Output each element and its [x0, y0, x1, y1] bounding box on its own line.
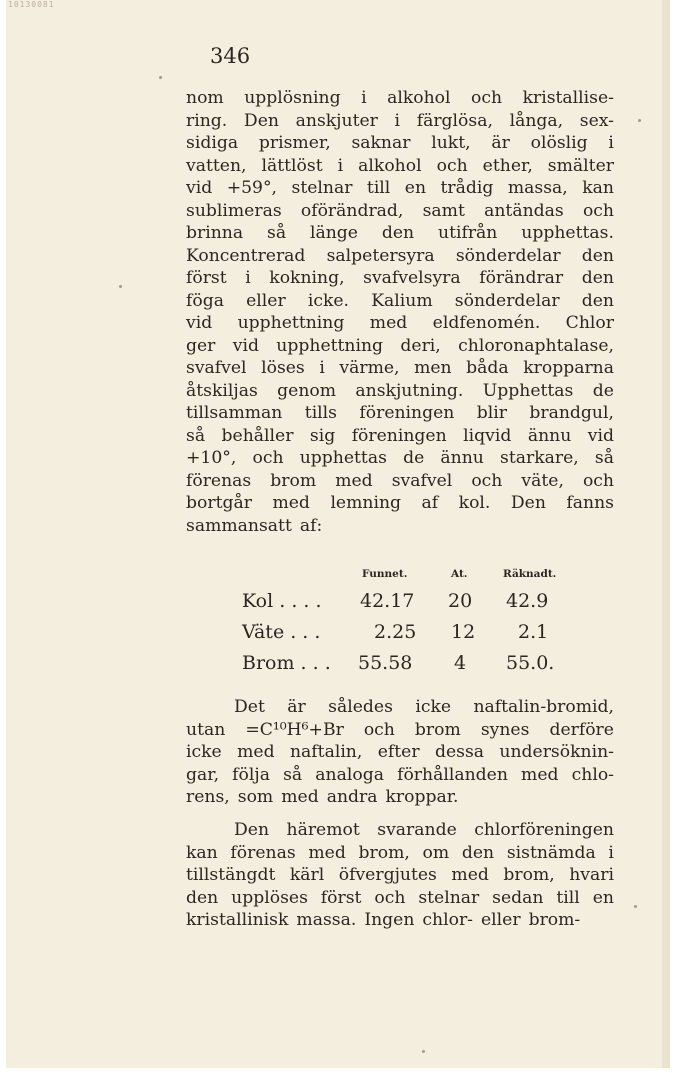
- word: och: [582, 200, 614, 221]
- word: olöslig: [530, 133, 588, 153]
- word: brom: [270, 470, 317, 491]
- word: Den: [243, 110, 279, 131]
- word: oförändrad,: [300, 200, 404, 221]
- table-row-element: Brom . . .: [242, 652, 331, 674]
- table-cell-found: 42.17: [360, 590, 415, 612]
- word: sammansatt: [186, 515, 292, 536]
- word: och: [363, 719, 395, 740]
- word: eller: [246, 290, 286, 311]
- word: efter: [377, 742, 420, 762]
- word: anskjuter: [295, 110, 378, 131]
- word: föreningen: [359, 403, 455, 423]
- text-line: [186, 865, 614, 885]
- word: häremot: [286, 820, 360, 840]
- word: de: [592, 380, 614, 401]
- word: med: [272, 493, 310, 513]
- word: Upphettas: [482, 380, 574, 401]
- word: analoga: [315, 764, 384, 785]
- word: starkare,: [500, 448, 579, 468]
- text-line: [234, 820, 614, 840]
- word: föga: [186, 290, 224, 311]
- word: tillsamman: [186, 403, 283, 423]
- word: öfvergjutes: [338, 865, 437, 885]
- word: stelnar: [418, 887, 480, 908]
- word: af: [421, 493, 439, 513]
- word: först: [320, 887, 362, 908]
- word: sönderdelar: [454, 290, 560, 311]
- book-page: [6, 0, 670, 1068]
- text-line: [186, 336, 614, 356]
- word: dessa: [434, 742, 485, 762]
- word: kan: [582, 178, 614, 198]
- text-line: [186, 720, 614, 740]
- table-row-element: Väte . . .: [242, 621, 321, 643]
- word: med: [335, 470, 373, 491]
- word: kropparna: [523, 358, 614, 378]
- text-line: [186, 268, 614, 288]
- word: svafvel: [391, 470, 453, 491]
- word: sig: [309, 425, 336, 446]
- word: samt: [422, 200, 465, 221]
- word: med: [281, 787, 319, 807]
- word: och: [582, 470, 614, 491]
- text-line: [186, 223, 614, 243]
- word: upphettning: [237, 313, 345, 333]
- word: kristallinisk: [186, 910, 289, 930]
- word: båda: [466, 358, 509, 378]
- word: svafvel: [186, 358, 247, 378]
- paper-speck: [119, 285, 122, 288]
- word: vatten,: [186, 155, 247, 176]
- word: och: [471, 470, 503, 491]
- word: kroppar.: [385, 787, 459, 807]
- word: sidiga: [186, 133, 239, 153]
- word: lättlöst: [261, 155, 323, 176]
- text-line: [186, 291, 614, 311]
- word: naftalin-bromid,: [473, 697, 614, 717]
- text-line: [186, 426, 614, 446]
- word: Det: [234, 697, 265, 717]
- table-cell-atoms: 4: [454, 652, 467, 674]
- word: eller: [481, 910, 521, 930]
- word: upphettas.: [521, 223, 614, 243]
- word: är: [491, 133, 510, 153]
- word: och: [252, 448, 284, 468]
- word: länge: [309, 223, 358, 243]
- word: anskjutning.: [355, 380, 464, 401]
- text-line: [186, 742, 614, 762]
- word: sistnämda: [506, 842, 596, 863]
- word: Chlor: [565, 313, 614, 333]
- word: chlorföreningen: [474, 820, 614, 840]
- word: tills: [304, 403, 337, 423]
- word: i: [608, 133, 614, 153]
- word: således: [328, 697, 393, 717]
- text-line: [186, 133, 614, 153]
- word: derföre: [549, 719, 614, 740]
- word: om: [422, 842, 450, 863]
- paper-speck: [422, 1050, 425, 1053]
- word: brandgul,: [529, 403, 614, 423]
- word: tillstängdt: [186, 865, 276, 885]
- word: kokning,: [269, 268, 345, 288]
- word: den: [381, 223, 415, 243]
- word: långa,: [509, 110, 564, 131]
- table-cell-calculated: 42.9: [506, 590, 549, 612]
- text-line: [186, 843, 614, 863]
- paper-speck: [638, 119, 641, 122]
- word: till: [366, 178, 391, 198]
- word: vid: [186, 313, 213, 333]
- word: ger: [186, 335, 216, 356]
- word: sex-: [579, 110, 614, 131]
- word: gar,: [186, 764, 220, 785]
- word: färglösa,: [416, 110, 493, 131]
- text-line: [186, 516, 614, 536]
- word: förhållanden: [397, 764, 508, 785]
- word: trådig: [440, 178, 494, 198]
- text-line: [186, 787, 614, 807]
- text-line: [186, 765, 614, 785]
- word: sublimeras: [186, 200, 282, 221]
- text-line: [186, 178, 614, 198]
- table-header-found: Funnet.: [362, 568, 408, 580]
- word: så: [186, 425, 206, 446]
- word: =C¹⁰H⁶+Br: [245, 719, 344, 740]
- text-line: [186, 888, 614, 908]
- word: saknar: [351, 133, 411, 153]
- text-line: [186, 403, 614, 423]
- word: är: [287, 697, 306, 717]
- table-cell-calculated: 2.1: [518, 621, 549, 643]
- word: i: [319, 358, 325, 378]
- table-header-atoms: At.: [451, 568, 468, 580]
- word: lukt,: [431, 133, 471, 153]
- word: den: [581, 245, 614, 266]
- page-number: 346: [210, 44, 251, 68]
- word: kol.: [458, 493, 491, 513]
- word: den: [581, 268, 614, 288]
- word: antändas: [484, 200, 564, 221]
- word: i: [245, 268, 251, 288]
- word: vid: [232, 335, 259, 356]
- word: förändrar: [479, 268, 564, 288]
- word: behåller: [221, 425, 294, 446]
- word: kan: [186, 842, 218, 863]
- table-cell-atoms: 20: [448, 590, 473, 612]
- word: så: [267, 223, 287, 243]
- word: undersöknin-: [499, 742, 614, 762]
- word: ring.: [186, 110, 228, 131]
- word: alkohol: [387, 88, 451, 108]
- table-cell-found: 55.58: [358, 652, 413, 674]
- word: en: [404, 178, 427, 198]
- word: men: [414, 358, 452, 378]
- word: Den: [234, 820, 270, 840]
- word: i: [361, 88, 367, 108]
- word: med: [308, 842, 346, 863]
- word: brom,: [503, 865, 555, 885]
- paper-speck: [159, 76, 162, 79]
- word: salpetersyra: [326, 245, 435, 266]
- text-line: [186, 246, 614, 266]
- word: i: [394, 110, 401, 131]
- word: med: [451, 865, 489, 885]
- word: fanns: [566, 493, 614, 513]
- word: brinna: [186, 223, 244, 243]
- word: den: [581, 290, 614, 311]
- word: genom: [277, 380, 337, 401]
- word: brom,: [358, 842, 410, 863]
- text-line: [186, 313, 614, 333]
- word: synes: [480, 719, 530, 740]
- word: väte,: [521, 470, 564, 491]
- word: smälter: [547, 155, 614, 176]
- word: af:: [299, 515, 323, 536]
- word: liqvid: [463, 425, 512, 446]
- word: upplösning: [244, 88, 341, 108]
- word: +59°,: [226, 178, 278, 198]
- word: och: [471, 88, 503, 108]
- word: med: [237, 742, 275, 762]
- word: de: [403, 448, 425, 468]
- word: svafvelsyra: [363, 268, 461, 288]
- word: och: [374, 887, 406, 908]
- text-line: [186, 88, 614, 108]
- word: ännu: [440, 448, 484, 468]
- table-row-element: Kol . . . .: [242, 590, 322, 612]
- word: lemning: [330, 493, 402, 513]
- word: åtskiljas: [186, 380, 258, 401]
- word: föreningen: [351, 425, 447, 446]
- word: chlor-: [422, 910, 473, 930]
- word: prismer,: [258, 133, 331, 153]
- word: Ingen: [364, 910, 415, 930]
- word: deri,: [400, 335, 441, 356]
- word: chlo-: [571, 764, 614, 785]
- word: så: [283, 764, 303, 785]
- word: sönderdelar: [455, 245, 561, 266]
- word: vid: [587, 425, 614, 446]
- word: förenas: [186, 470, 252, 491]
- word: upphettning: [276, 335, 384, 356]
- word: med: [369, 313, 408, 333]
- word: eldfenomén.: [432, 313, 541, 333]
- word: en: [592, 887, 614, 908]
- word: som: [237, 787, 274, 807]
- word: svarande: [377, 820, 457, 840]
- word: upplöses: [231, 887, 308, 908]
- word: med: [521, 764, 559, 785]
- word: utifrån: [438, 223, 498, 243]
- word: värme,: [339, 358, 400, 378]
- word: alkohol: [358, 155, 422, 176]
- word: löses: [261, 358, 305, 378]
- word: nom: [186, 88, 224, 108]
- word: andra: [326, 787, 378, 807]
- text-line: [186, 910, 614, 930]
- word: ännu: [527, 425, 572, 446]
- word: naftalin,: [289, 742, 363, 762]
- word: bortgår: [186, 493, 252, 513]
- text-line: [186, 493, 614, 513]
- word: Koncentrerad: [186, 245, 306, 266]
- word: följa: [232, 764, 270, 785]
- word: förenas: [230, 842, 296, 863]
- word: massa.: [296, 910, 357, 930]
- word: vid: [186, 178, 213, 198]
- text-line: [186, 471, 614, 491]
- word: +10°,: [186, 448, 237, 468]
- word: massa,: [507, 178, 568, 198]
- word: brom: [414, 719, 461, 740]
- word: chloronaphtalase,: [458, 335, 614, 356]
- word: Den: [510, 493, 546, 513]
- word: den: [186, 887, 219, 908]
- word: i: [337, 155, 344, 176]
- word: så: [594, 448, 614, 468]
- word: kristallise-: [522, 88, 614, 108]
- word: den: [461, 842, 495, 863]
- table-cell-calculated: 55.0.: [506, 652, 555, 674]
- word: sedan: [492, 887, 544, 908]
- table-header-calculated: Räknadt.: [503, 568, 557, 580]
- word: stelnar: [291, 178, 353, 198]
- word: först: [186, 268, 227, 288]
- word: i: [608, 842, 614, 863]
- text-line: [186, 358, 614, 378]
- scan-edge: [662, 0, 670, 1068]
- word: utan: [186, 719, 226, 740]
- word: brom-: [528, 910, 581, 930]
- word: till: [556, 887, 580, 908]
- word: Kalium: [371, 290, 433, 311]
- text-line: [186, 448, 614, 468]
- paper-speck: [634, 905, 637, 908]
- word: och: [436, 155, 468, 176]
- word: icke.: [307, 290, 350, 311]
- word: blir: [476, 403, 507, 423]
- text-line: [186, 111, 614, 131]
- table-cell-found: 2.25: [374, 621, 417, 643]
- scan-id: 10130081: [8, 0, 55, 9]
- text-line: [186, 381, 614, 401]
- text-line: [186, 201, 614, 221]
- word: icke: [415, 697, 452, 717]
- text-line: [186, 156, 614, 176]
- word: rens,: [186, 787, 230, 807]
- text-line: [234, 697, 614, 717]
- word: upphettas: [299, 448, 387, 468]
- table-cell-atoms: 12: [451, 621, 476, 643]
- word: ether,: [482, 155, 533, 176]
- word: icke: [186, 742, 222, 762]
- word: hvari: [569, 865, 614, 885]
- word: kärl: [289, 865, 325, 885]
